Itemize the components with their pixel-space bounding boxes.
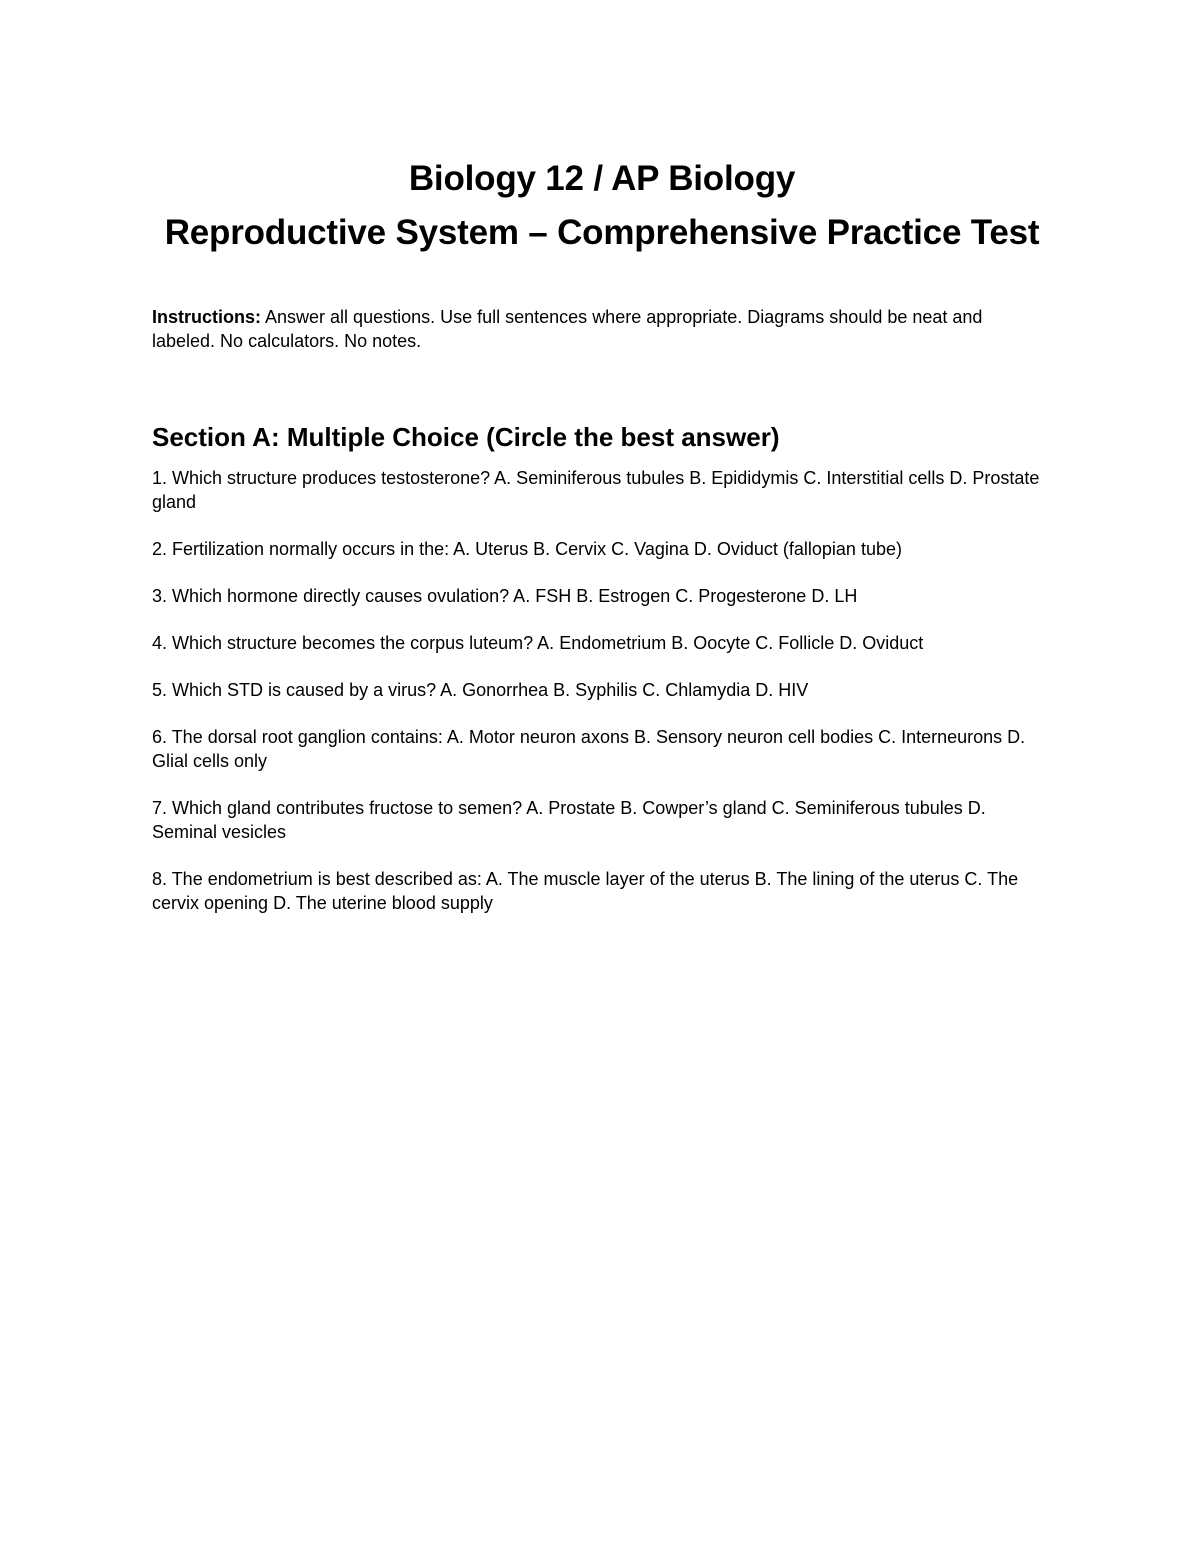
instructions-text: Answer all questions. Use full sentences where appropriate. Diagrams should be neat and labeled. No calculators. No notes. xyxy=(152,307,983,351)
question-2: 2. Fertilization normally occurs in the: A. Uterus B. Cervix C. Vagina D. Oviduct (fallopian tube) xyxy=(152,539,902,559)
question-5: 5. Which STD is caused by a virus? A. Gonorrhea B. Syphilis C. Chlamydia D. HIV xyxy=(152,680,809,700)
instructions-label: Instructions: xyxy=(152,307,262,327)
document-page xyxy=(152,152,1052,938)
question-7: 7. Which gland contributes fructose to semen? A. Prostate B. Cowper’s gland C. Seminiferous tubules D. Seminal vesicles xyxy=(152,798,986,842)
question-1: 1. Which structure produces testosterone? A. Seminiferous tubules B. Epididymis C. Interstitial cells D. Prostate gland xyxy=(152,468,1040,512)
question-4: 4. Which structure becomes the corpus luteum? A. Endometrium B. Oocyte C. Follicle D. Oviduct xyxy=(152,633,924,653)
question-8: 8. The endometrium is best described as: A. The muscle layer of the uterus B. The lining of the uterus C. The cervix opening D. The uterine blood supply xyxy=(152,869,1019,913)
question-3: 3. Which hormone directly causes ovulation? A. FSH B. Estrogen C. Progesterone D. LH xyxy=(152,586,858,606)
question-6: 6. The dorsal root ganglion contains: A. Motor neuron axons B. Sensory neuron cell bodies C. Interneurons D. Glial cells only xyxy=(152,727,1026,771)
page-subtitle: Reproductive System – Comprehensive Practice Test xyxy=(164,213,1040,252)
page-title: Biology 12 / AP Biology xyxy=(408,159,796,198)
instructions-paragraph xyxy=(152,305,1032,353)
question-list xyxy=(152,466,1052,915)
section-a-heading: Section A: Multiple Choice (Circle the best answer) xyxy=(152,422,780,452)
